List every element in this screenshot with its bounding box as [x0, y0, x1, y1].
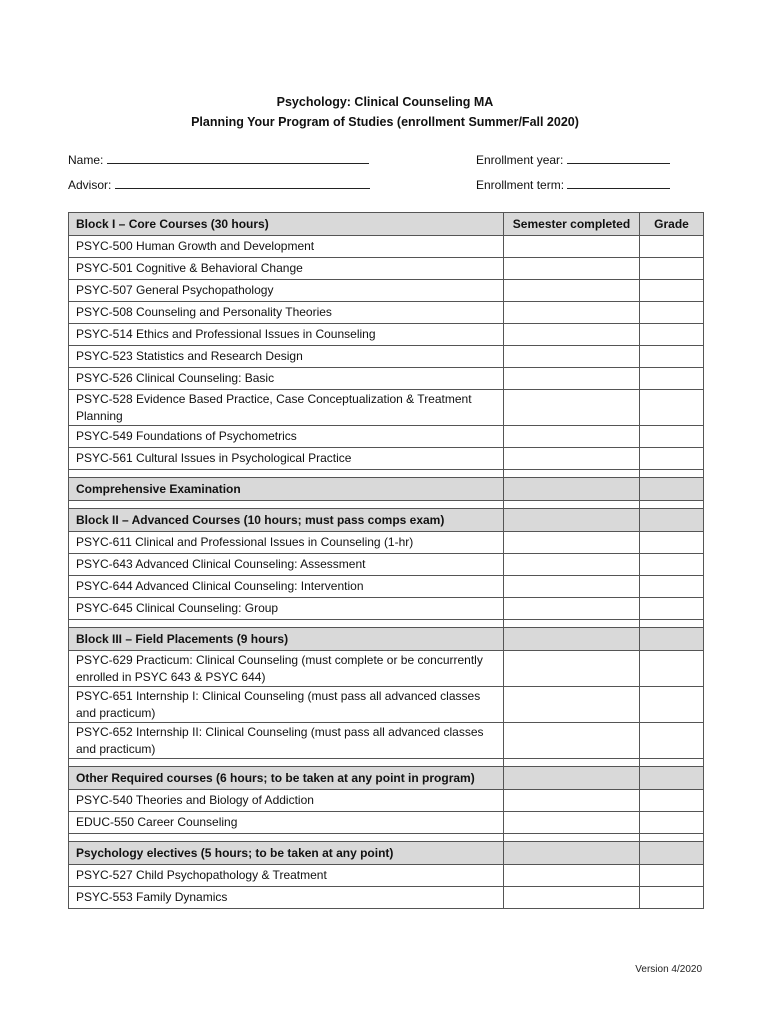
version-label: Version 4/2020: [635, 964, 702, 975]
table-row: [69, 723, 704, 759]
table-row: [69, 236, 704, 258]
spacer-row: [69, 834, 704, 842]
semester-cell[interactable]: [504, 887, 640, 909]
grade-cell[interactable]: [640, 598, 704, 620]
comprehensive-exam-row: [69, 478, 704, 501]
semester-cell[interactable]: [504, 324, 640, 346]
table-row: [69, 368, 704, 390]
table-row: [69, 302, 704, 324]
course-name: PSYC-527 Child Psychopathology & Treatment: [69, 865, 504, 887]
enrollment-term-field[interactable]: [476, 177, 670, 192]
block2-title: Block II – Advanced Courses (10 hours; must pass comps exam): [69, 509, 504, 532]
semester-cell[interactable]: [504, 598, 640, 620]
grade-cell[interactable]: [640, 236, 704, 258]
grade-cell[interactable]: [640, 346, 704, 368]
course-name: PSYC-645 Clinical Counseling: Group: [69, 598, 504, 620]
semester-cell[interactable]: [504, 532, 640, 554]
semester-completed-header: Semester completed: [504, 213, 640, 236]
course-name: PSYC-643 Advanced Clinical Counseling: Assessment: [69, 554, 504, 576]
block1-header-row: [69, 213, 704, 236]
grade-cell[interactable]: [640, 448, 704, 470]
document-subtitle: Planning Your Program of Studies (enrollment Summer/Fall 2020): [191, 115, 579, 129]
block3-header-row: [69, 628, 704, 651]
table-row: [69, 554, 704, 576]
table-row: [69, 887, 704, 909]
enrollment-term-blank-line[interactable]: [567, 177, 670, 189]
table-row: [69, 280, 704, 302]
course-name: PSYC-528 Evidence Based Practice, Case Conceptualization & Treatment Planning: [69, 390, 504, 426]
semester-cell[interactable]: [504, 576, 640, 598]
grade-cell[interactable]: [640, 478, 704, 501]
spacer-row: [69, 620, 704, 628]
grade-cell[interactable]: [640, 280, 704, 302]
table-row: [69, 687, 704, 723]
semester-cell[interactable]: [504, 390, 640, 426]
semester-cell[interactable]: [504, 346, 640, 368]
enrollment-year-label: Enrollment year:: [476, 153, 564, 167]
table-row: [69, 324, 704, 346]
document-title: Psychology: Clinical Counseling MA: [276, 95, 494, 109]
grade-cell[interactable]: [640, 812, 704, 834]
table-row: [69, 790, 704, 812]
grade-cell[interactable]: [640, 368, 704, 390]
table-row: [69, 576, 704, 598]
grade-cell[interactable]: [640, 258, 704, 280]
course-name: EDUC-550 Career Counseling: [69, 812, 504, 834]
table-row: [69, 532, 704, 554]
course-name: PSYC-651 Internship I: Clinical Counseling (must pass all advanced classes and practicum): [69, 687, 504, 723]
advisor-label: Advisor:: [68, 178, 112, 192]
semester-cell[interactable]: [504, 258, 640, 280]
block2-header-row: [69, 509, 704, 532]
table-row: [69, 865, 704, 887]
semester-cell[interactable]: [504, 368, 640, 390]
spacer-row: [69, 759, 704, 767]
table-row: [69, 812, 704, 834]
electives-header-row: [69, 842, 704, 865]
course-name: PSYC-500 Human Growth and Development: [69, 236, 504, 258]
table-row: [69, 390, 704, 426]
grade-cell[interactable]: [640, 887, 704, 909]
course-name: PSYC-508 Counseling and Personality Theories: [69, 302, 504, 324]
comprehensive-exam-title: Comprehensive Examination: [69, 478, 504, 501]
table-row: [69, 448, 704, 470]
semester-cell[interactable]: [504, 478, 640, 501]
program-of-studies-table: [68, 212, 704, 909]
grade-cell[interactable]: [640, 576, 704, 598]
semester-cell[interactable]: [504, 687, 640, 723]
grade-cell[interactable]: [640, 687, 704, 723]
electives-title: Psychology electives (5 hours; to be taken at any point): [69, 842, 504, 865]
grade-cell[interactable]: [640, 324, 704, 346]
block3-title: Block III – Field Placements (9 hours): [69, 628, 504, 651]
semester-cell[interactable]: [504, 236, 640, 258]
course-name: PSYC-652 Internship II: Clinical Counseling (must pass all advanced classes and practicum): [69, 723, 504, 759]
semester-cell[interactable]: [504, 812, 640, 834]
table-row: [69, 258, 704, 280]
enrollment-term-label: Enrollment term:: [476, 178, 565, 192]
enrollment-year-blank-line[interactable]: [567, 152, 670, 164]
course-name: PSYC-611 Clinical and Professional Issues in Counseling (1-hr): [69, 532, 504, 554]
advisor-field[interactable]: [68, 177, 370, 192]
semester-cell[interactable]: [504, 723, 640, 759]
course-name: PSYC-553 Family Dynamics: [69, 887, 504, 909]
spacer-row: [69, 501, 704, 509]
course-name: PSYC-549 Foundations of Psychometrics: [69, 426, 504, 448]
grade-cell[interactable]: [640, 302, 704, 324]
name-blank-line[interactable]: [107, 152, 369, 164]
advisor-blank-line[interactable]: [115, 177, 370, 189]
course-name: PSYC-644 Advanced Clinical Counseling: Intervention: [69, 576, 504, 598]
grade-cell[interactable]: [640, 651, 704, 687]
semester-cell[interactable]: [504, 790, 640, 812]
semester-cell[interactable]: [504, 865, 640, 887]
grade-cell[interactable]: [640, 790, 704, 812]
grade-cell[interactable]: [640, 532, 704, 554]
semester-cell[interactable]: [504, 554, 640, 576]
course-name: PSYC-514 Ethics and Professional Issues in Counseling: [69, 324, 504, 346]
semester-cell[interactable]: [504, 280, 640, 302]
grade-cell[interactable]: [640, 723, 704, 759]
grade-cell[interactable]: [640, 426, 704, 448]
other-required-header-row: [69, 767, 704, 790]
table-row: [69, 346, 704, 368]
grade-cell[interactable]: [640, 865, 704, 887]
grade-cell[interactable]: [640, 554, 704, 576]
semester-cell[interactable]: [504, 426, 640, 448]
name-field[interactable]: [68, 152, 369, 167]
semester-cell[interactable]: [504, 448, 640, 470]
semester-cell[interactable]: [504, 302, 640, 324]
course-name: PSYC-540 Theories and Biology of Addiction: [69, 790, 504, 812]
course-name: PSYC-507 General Psychopathology: [69, 280, 504, 302]
course-name: PSYC-501 Cognitive & Behavioral Change: [69, 258, 504, 280]
grade-cell[interactable]: [640, 390, 704, 426]
semester-cell[interactable]: [504, 651, 640, 687]
course-name: PSYC-523 Statistics and Research Design: [69, 346, 504, 368]
block1-title: Block I – Core Courses (30 hours): [69, 213, 504, 236]
course-name: PSYC-561 Cultural Issues in Psychological Practice: [69, 448, 504, 470]
spacer-row: [69, 470, 704, 478]
course-name: PSYC-526 Clinical Counseling: Basic: [69, 368, 504, 390]
grade-header: Grade: [640, 213, 704, 236]
table-row: [69, 651, 704, 687]
other-required-title: Other Required courses (6 hours; to be taken at any point in program): [69, 767, 504, 790]
name-label: Name:: [68, 153, 104, 167]
course-name: PSYC-629 Practicum: Clinical Counseling (must complete or be concurrently enrolled in PSYC 643 & PSYC 644): [69, 651, 504, 687]
enrollment-year-field[interactable]: [476, 152, 670, 167]
table-row: [69, 598, 704, 620]
table-row: [69, 426, 704, 448]
